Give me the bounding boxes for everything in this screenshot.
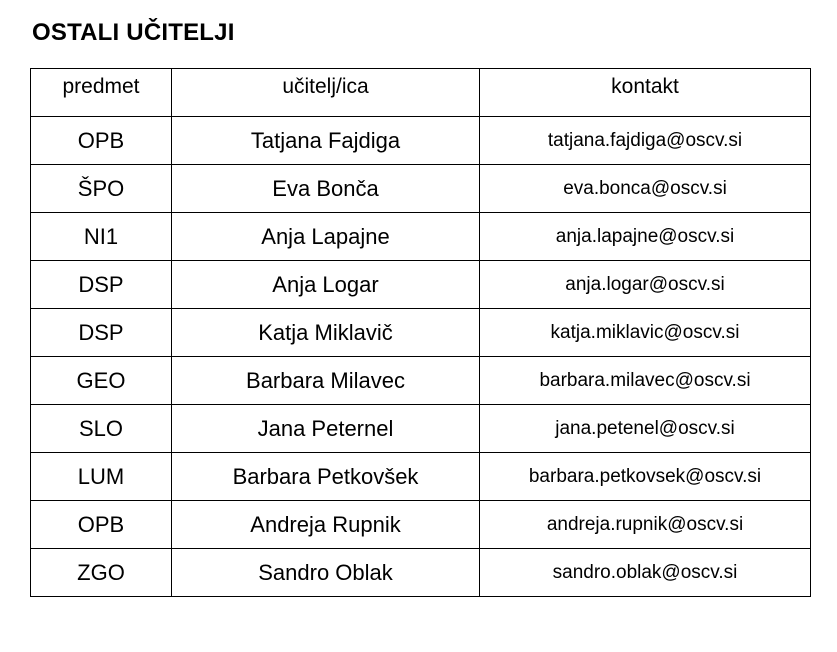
subject-cell: ŠPO bbox=[31, 165, 172, 213]
teacher-cell: Barbara Petkovšek bbox=[172, 453, 480, 501]
teacher-cell: Eva Bonča bbox=[172, 165, 480, 213]
subject-cell: DSP bbox=[31, 261, 172, 309]
subject-cell: SLO bbox=[31, 405, 172, 453]
teacher-cell: Tatjana Fajdiga bbox=[172, 117, 480, 165]
teacher-cell: Sandro Oblak bbox=[172, 549, 480, 597]
subject-cell: LUM bbox=[31, 453, 172, 501]
contact-cell: anja.logar@oscv.si bbox=[480, 261, 811, 309]
table-header-row bbox=[31, 69, 811, 117]
subject-cell: ZGO bbox=[31, 549, 172, 597]
column-header-subject: predmet bbox=[31, 69, 172, 117]
contact-cell: eva.bonca@oscv.si bbox=[480, 165, 811, 213]
contact-cell: katja.miklavic@oscv.si bbox=[480, 309, 811, 357]
column-header-contact: kontakt bbox=[480, 69, 811, 117]
contact-cell: anja.lapajne@oscv.si bbox=[480, 213, 811, 261]
contact-cell: barbara.petkovsek@oscv.si bbox=[480, 453, 811, 501]
teacher-cell: Jana Peternel bbox=[172, 405, 480, 453]
teachers-table bbox=[30, 68, 811, 597]
contact-cell: tatjana.fajdiga@oscv.si bbox=[480, 117, 811, 165]
table-row bbox=[31, 549, 811, 597]
subject-cell: OPB bbox=[31, 117, 172, 165]
teacher-cell: Anja Logar bbox=[172, 261, 480, 309]
subject-cell: OPB bbox=[31, 501, 172, 549]
contact-cell: andreja.rupnik@oscv.si bbox=[480, 501, 811, 549]
table-row bbox=[31, 453, 811, 501]
subject-cell: GEO bbox=[31, 357, 172, 405]
table-row bbox=[31, 357, 811, 405]
teacher-cell: Barbara Milavec bbox=[172, 357, 480, 405]
subject-cell: DSP bbox=[31, 309, 172, 357]
teacher-cell: Andreja Rupnik bbox=[172, 501, 480, 549]
table-row bbox=[31, 309, 811, 357]
teacher-cell: Anja Lapajne bbox=[172, 213, 480, 261]
contact-cell: jana.petenel@oscv.si bbox=[480, 405, 811, 453]
table-row bbox=[31, 501, 811, 549]
table-row bbox=[31, 261, 811, 309]
table-row bbox=[31, 117, 811, 165]
subject-cell: NI1 bbox=[31, 213, 172, 261]
column-header-teacher: učitelj/ica bbox=[172, 69, 480, 117]
table-row bbox=[31, 405, 811, 453]
contact-cell: sandro.oblak@oscv.si bbox=[480, 549, 811, 597]
table-row bbox=[31, 213, 811, 261]
teacher-cell: Katja Miklavič bbox=[172, 309, 480, 357]
table-row bbox=[31, 165, 811, 213]
page-title: OSTALI UČITELJI bbox=[32, 19, 235, 46]
contact-cell: barbara.milavec@oscv.si bbox=[480, 357, 811, 405]
